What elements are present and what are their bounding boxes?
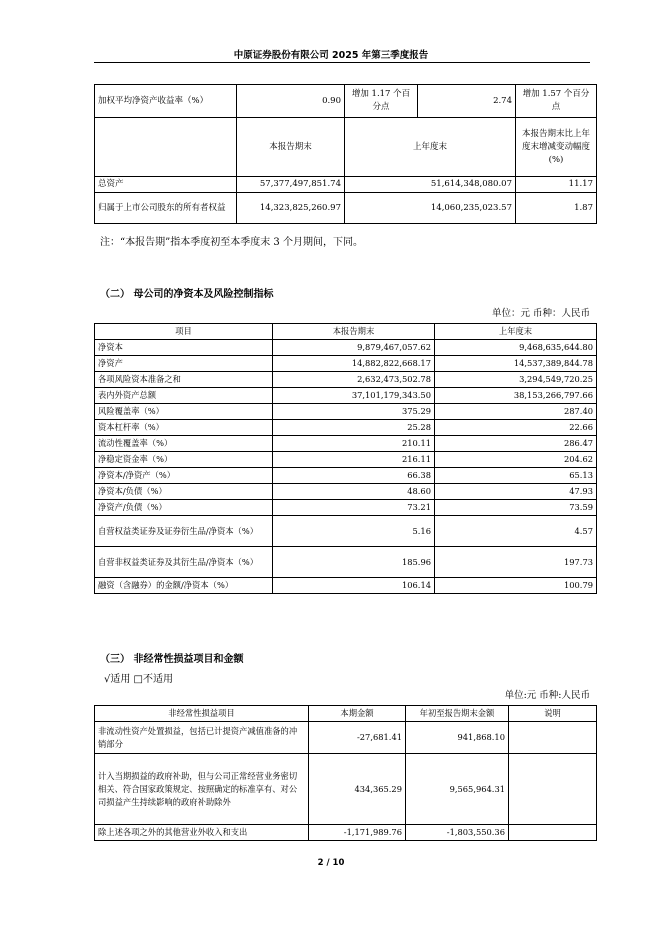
cell-value: 51,614,348,080.07 [345, 177, 516, 193]
row-label: 净资产/负债（%） [95, 500, 273, 516]
row-label: 净资本/负债（%） [95, 484, 273, 500]
page-header-title: 中原证券股份有限公司 2025 年第三季度报告 [233, 50, 429, 61]
cell-value: 286.47 [435, 436, 597, 452]
row-label: 流动性覆盖率（%） [95, 436, 273, 452]
table-row [95, 340, 597, 356]
cell-value: 73.59 [435, 500, 597, 516]
applicability-indicator: √适用 □不适用 [104, 674, 173, 685]
row-label: 自营权益类证券及证券衍生品/净资本（%） [95, 516, 273, 547]
cell-value: 197.73 [435, 547, 597, 578]
row-label: 融资（含融券）的金额/净资本（%） [95, 578, 273, 594]
cell-value: 2,632,473,502.78 [273, 372, 435, 388]
table-row [95, 193, 597, 224]
cell-value: 3,294,549,720.25 [435, 372, 597, 388]
table-row [95, 436, 597, 452]
cell-value: 287.40 [435, 404, 597, 420]
table-header-cell: 项目 [95, 324, 273, 340]
cell-value: 47.93 [435, 484, 597, 500]
header-divider [94, 62, 590, 63]
table-header-cell: 本报告期末 [273, 324, 435, 340]
page-number: 2 / 10 [317, 858, 345, 868]
cell-value: 65.13 [435, 468, 597, 484]
cell-value: 48.60 [273, 484, 435, 500]
table-header-cell: 非经常性损益项目 [95, 706, 309, 722]
row-label: 归属于上市公司股东的所有者权益 [95, 193, 237, 224]
table-row [95, 578, 597, 594]
table-row [95, 754, 597, 825]
section-title: （三） 非经常性损益项目和金额 [100, 654, 244, 665]
cell-value: 14,537,389,844.78 [435, 356, 597, 372]
roe-ytd-change: 增加 1.57 个百分点 [516, 85, 597, 118]
table-row [95, 372, 597, 388]
table-header-row [95, 324, 597, 340]
roe-current: 0.90 [237, 85, 345, 118]
cell-value: 1.87 [516, 193, 597, 224]
cell-value: 216.11 [273, 452, 435, 468]
roe-current-change: 增加 1.17 个百分点 [345, 85, 418, 118]
table-row [95, 500, 597, 516]
cell-value: 14,060,235,023.57 [345, 193, 516, 224]
roe-ytd: 2.74 [418, 85, 516, 118]
table-header-cell: 年初至报告期末金额 [406, 706, 509, 722]
cell-value: 25.28 [273, 420, 435, 436]
net-capital-table [94, 323, 597, 594]
cell-value: 14,882,822,668.17 [273, 356, 435, 372]
cell-value: 434,365.29 [309, 754, 406, 825]
section-title: （二） 母公司的净资本及风险控制指标 [100, 289, 274, 300]
row-label: 表内外资产总额 [95, 388, 273, 404]
cell-value: -1,803,550.36 [406, 825, 509, 841]
table-header-row [95, 118, 597, 177]
row-label: 除上述各项之外的其他营业外收入和支出 [95, 825, 309, 841]
cell-value: 22.66 [435, 420, 597, 436]
table-header-cell: 本报告期末 [237, 118, 345, 177]
table-row [95, 547, 597, 578]
table-row [95, 388, 597, 404]
roe-label: 加权平均净资产收益率（%） [95, 85, 237, 118]
table-header-cell: 本期金额 [309, 706, 406, 722]
table-header-cell: 说明 [509, 706, 597, 722]
financial-summary-table [94, 84, 597, 224]
cell-value: 73.21 [273, 500, 435, 516]
non-recurring-table [94, 705, 597, 841]
cell-value: 11.17 [516, 177, 597, 193]
cell-value: 210.11 [273, 436, 435, 452]
table-header-cell: 本报告期末比上年度末增减变动幅度(%) [516, 118, 597, 177]
table-header-row [95, 706, 597, 722]
row-label: 净稳定资金率（%） [95, 452, 273, 468]
cell-value: 185.96 [273, 547, 435, 578]
unit-label: 单位：元 币种：人民币 [491, 308, 590, 319]
cell-value: 57,377,497,851.74 [237, 177, 345, 193]
table-row [95, 484, 597, 500]
table-row [95, 722, 597, 754]
cell-value: 66.38 [273, 468, 435, 484]
cell-note [509, 825, 597, 841]
cell-value: 9,468,635,644.80 [435, 340, 597, 356]
row-label: 计入当期损益的政府补助，但与公司正常经营业务密切相关、符合国家政策规定、按照确定的标准享有、对公司损益产生持续影响的政府补助除外 [95, 754, 309, 825]
table-row [95, 177, 597, 193]
cell-value: 9,565,964.31 [406, 754, 509, 825]
row-label: 资本杠杆率（%） [95, 420, 273, 436]
cell-value: 9,879,467,057.62 [273, 340, 435, 356]
row-label: 总资产 [95, 177, 237, 193]
table-row [95, 825, 597, 841]
cell-value: 100.79 [435, 578, 597, 594]
row-label: 非流动性资产处置损益，包括已计提资产减值准备的冲销部分 [95, 722, 309, 754]
row-label: 净资产 [95, 356, 273, 372]
cell-note [509, 754, 597, 825]
row-label: 各项风险资本准备之和 [95, 372, 273, 388]
cell-value: 941,868.10 [406, 722, 509, 754]
cell-value: 204.62 [435, 452, 597, 468]
unit-label: 单位:元 币种:人民币 [504, 690, 590, 701]
table-row [95, 356, 597, 372]
table-header-cell: 上年度末 [345, 118, 516, 177]
row-label: 净资本/净资产（%） [95, 468, 273, 484]
cell-value: 106.14 [273, 578, 435, 594]
table-row [95, 516, 597, 547]
cell-value: 375.29 [273, 404, 435, 420]
table-row [95, 452, 597, 468]
row-label: 自营非权益类证券及其衍生品/净资本（%） [95, 547, 273, 578]
row-label: 净资本 [95, 340, 273, 356]
cell-value: -1,171,989.76 [309, 825, 406, 841]
table-header-cell: 上年度末 [435, 324, 597, 340]
cell-value: 4.57 [435, 516, 597, 547]
row-label: 风险覆盖率（%） [95, 404, 273, 420]
cell-value: 37,101,179,343.50 [273, 388, 435, 404]
cell-value: 5.16 [273, 516, 435, 547]
table-row [95, 420, 597, 436]
table-row [95, 85, 597, 118]
table-row [95, 468, 597, 484]
table-header-cell [95, 118, 237, 177]
footnote: 注：“本报告期”指本季度初至本季度末 3 个月期间，下同。 [100, 237, 363, 248]
cell-value: 38,153,266,797.66 [435, 388, 597, 404]
cell-value: 14,323,825,260.97 [237, 193, 345, 224]
table-row [95, 404, 597, 420]
cell-value: -27,681.41 [309, 722, 406, 754]
cell-note [509, 722, 597, 754]
